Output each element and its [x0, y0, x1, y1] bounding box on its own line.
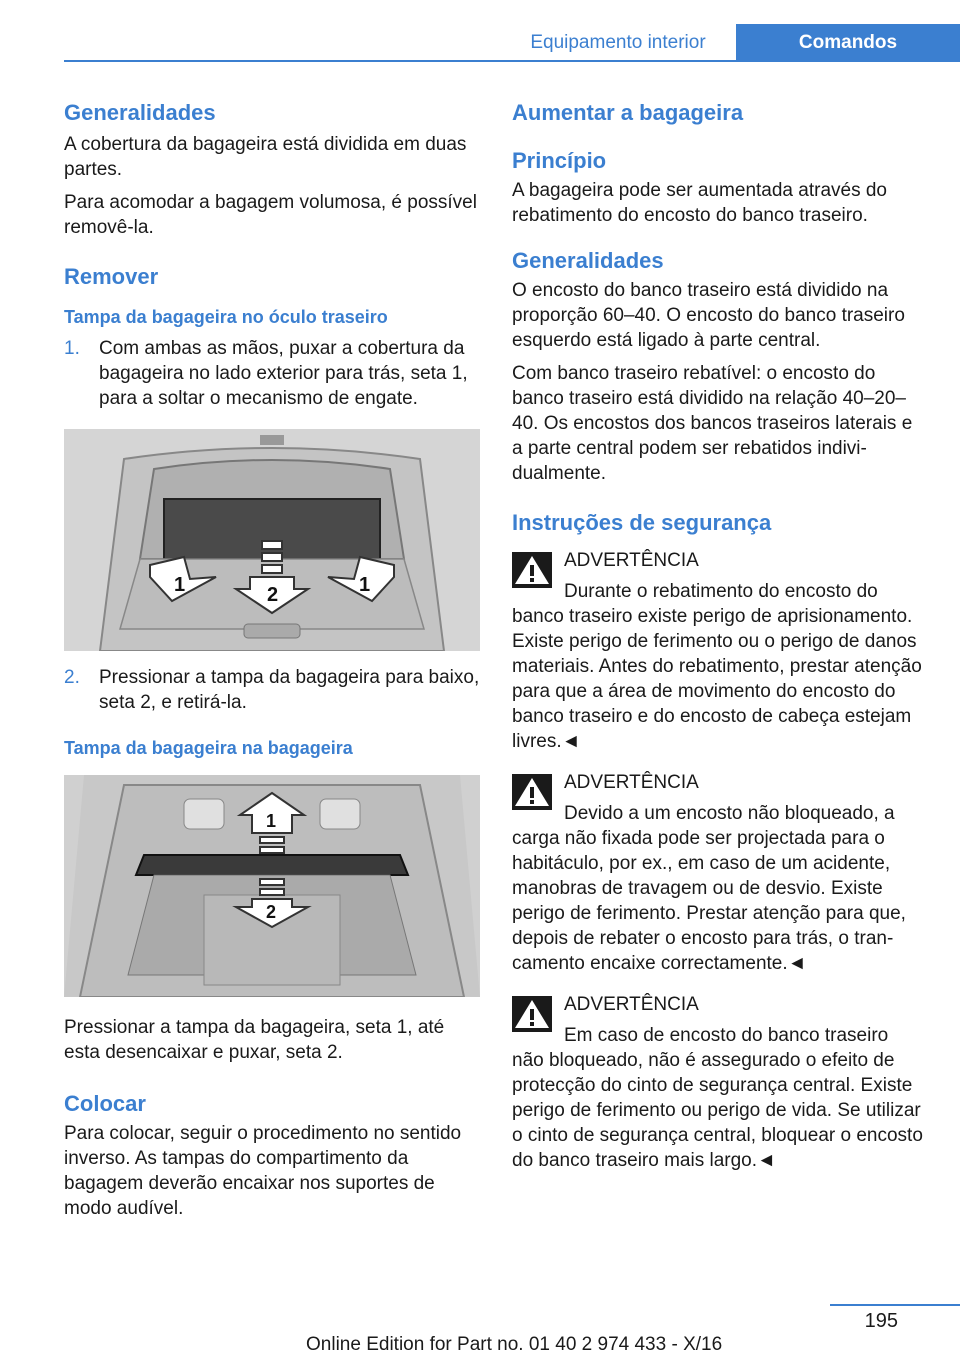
figure-luggage-cover: [64, 775, 480, 997]
heading-generalidades: Generalidades: [512, 248, 664, 273]
step-2: [64, 665, 480, 715]
step-1: [64, 336, 480, 411]
step-number: 1.: [64, 338, 80, 359]
footer-rule: [830, 1304, 960, 1306]
paragraph: Com banco traseiro rebatível: o encosto do banco traseiro está dividido na relação 40–20–40. Os encostos dos bancos traseiros laterais e a parte central podem ser rebatidos individualmente.: [512, 363, 913, 484]
luggage-illustration: [64, 775, 480, 997]
warning-title: ADVERTÊNCIA: [564, 994, 699, 1015]
paragraph: O encosto do banco traseiro está dividido na proporção 60–40. O encosto do banco traseiro esquerdo está ligado à parte central.: [512, 280, 905, 351]
paragraph: Para colocar, seguir o procedimento no sentido inverso. As tampas do compartimento da bagagem deverão encaixar nos suportes de modo audível.: [64, 1123, 462, 1219]
paragraph: A cobertura da bagageira está dividida em duas partes.: [64, 134, 467, 180]
page-number: 195: [864, 1310, 898, 1332]
heading-tampa-bagageira: Tampa da bagageira na bagageira: [64, 738, 353, 758]
warning-line: Em caso de encosto do banco traseiro: [564, 1025, 889, 1046]
step-number: 2.: [64, 667, 80, 688]
paragraph: Pressionar a tampa da bagageira, seta 1, até esta desencaixar e puxar, seta 2.: [64, 1017, 445, 1063]
left-column: [64, 98, 480, 1221]
warning-text: carga não fixada pode ser projectada para o habitáculo, por ex., em caso de um acidente, manobras de travagem ou de desvio. Existe perigo de ferimento. Prestar atenção para que, depois de rebater o encosto para trás, o trancamento encaixe correctamente.◄: [512, 828, 906, 974]
heading-generalidades: Generalidades: [64, 100, 216, 125]
right-column: [512, 98, 928, 1173]
fig1-label-1b: 1: [359, 574, 371, 596]
heading-principio: Princípio: [512, 148, 607, 173]
heading-colocar: Colocar: [64, 1091, 146, 1116]
fig1-label-2: 2: [267, 584, 279, 606]
warning-icon: [512, 774, 552, 810]
heading-aumentar: Aumentar a bagageira: [512, 100, 744, 125]
fig2-label-1: 1: [266, 811, 277, 831]
paragraph: Para acomodar a bagagem volumosa, é possível removê-la.: [64, 192, 477, 238]
warning-line: Durante o rebatimento do encosto do: [564, 581, 878, 602]
heading-instrucoes: Instruções de segurança: [512, 510, 772, 535]
tailgate-illustration: [64, 429, 480, 651]
warning-line: Devido a um encosto não bloqueado, a: [564, 803, 895, 824]
footer-edition: Online Edition for Part no. 01 40 2 974 433 - X/16: [306, 1334, 723, 1355]
paragraph: A bagageira pode ser aumentada através do rebatimento do encosto do banco traseiro.: [512, 180, 887, 226]
warning-block: [512, 770, 928, 976]
step-text: Pressionar a tampa da bagageira para baixo, seta 2, e retirá-la.: [99, 667, 480, 713]
step-text: Com ambas as mãos, puxar a cobertura da bagageira no lado exterior para trás, seta 1, para a soltar o mecanismo de engate.: [99, 338, 468, 409]
warning-icon: [512, 552, 552, 588]
header-chapter-tab: Comandos: [736, 24, 960, 62]
warning-text: não bloqueado, não é assegurado o efeito de protecção do cinto de segurança central. Existe perigo de ferimento ou perigo de vida. Se utilizar o cinto de segurança central, bloquear o encosto do banco traseiro mais largo.◄: [512, 1050, 923, 1171]
warning-text: banco traseiro existe perigo de aprisionamento. Existe perigo de ferimento ou o perigo de danos materiais. Antes do rebatimento, prestar atenção para que a área de movimento do encosto do banco traseiro e do encosto de cabeça estejam livres.◄: [512, 606, 922, 752]
figure-tailgate-cover: [64, 429, 480, 651]
fig1-label-1a: 1: [174, 574, 186, 596]
fig2-label-2: 2: [266, 902, 277, 922]
heading-remover: Remover: [64, 264, 159, 289]
warning-icon: [512, 996, 552, 1032]
heading-tampa-oculo: Tampa da bagageira no óculo traseiro: [64, 307, 388, 327]
header-section-title: Equipamento interior: [530, 32, 706, 53]
warning-block: [512, 548, 928, 754]
warning-title: ADVERTÊNCIA: [564, 772, 699, 793]
header-rule: [64, 60, 960, 62]
warning-title: ADVERTÊNCIA: [564, 550, 699, 571]
warning-block: [512, 992, 928, 1173]
